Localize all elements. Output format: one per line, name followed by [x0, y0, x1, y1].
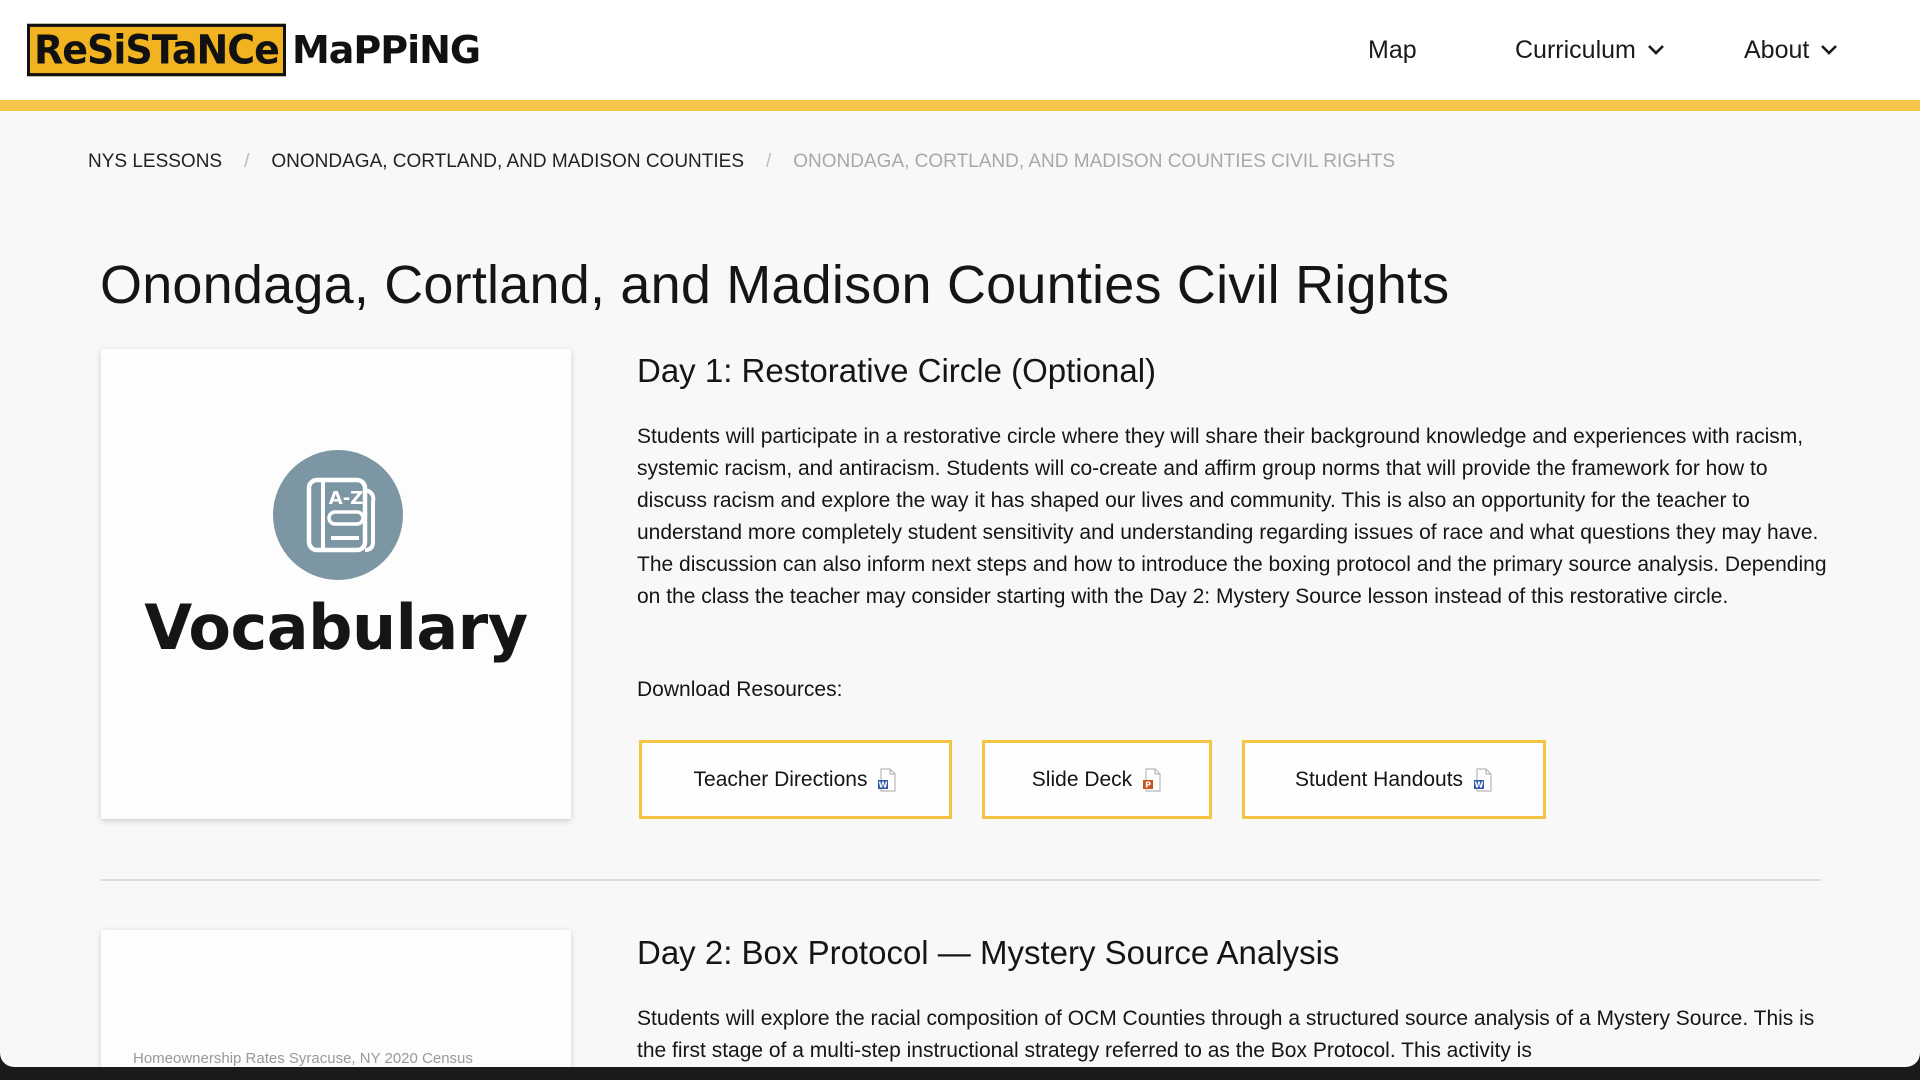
svg-text:P: P [1145, 780, 1152, 789]
breadcrumb-item-counties[interactable]: ONONDAGA, CORTLAND, AND MADISON COUNTIES [271, 151, 744, 172]
chevron-down-icon [1646, 43, 1666, 57]
icon-text: A-Z [328, 488, 364, 509]
logo-word-mapping: MaPPiNG [291, 28, 481, 72]
breadcrumb-item-nys-lessons[interactable]: NYS LESSONS [88, 151, 223, 172]
logo-word-resistance: ReSiSTaNCe [27, 24, 286, 77]
breadcrumb-separator: / [244, 151, 250, 172]
lesson-thumbnail-homeownership [101, 930, 571, 1067]
site-header [0, 0, 1920, 100]
lesson-title: Day 1: Restorative Circle (Optional) [637, 352, 1157, 389]
resource-label: Slide Deck [1031, 767, 1133, 791]
resource-label: Student Handouts [1294, 767, 1464, 791]
lesson-description: Students will explore the racial composition of OCM Counties through a structured source analysis of a Mystery Source. This is the first stage of a multi-step instructional strategy referred to as the Box Protocol. This activity is [637, 1007, 1815, 1062]
svg-text:W: W [1474, 780, 1484, 789]
word-doc-icon [877, 768, 897, 792]
nav-curriculum-label: Curriculum [1515, 35, 1636, 64]
svg-text:W: W [879, 780, 888, 789]
book-a-z-icon [273, 450, 403, 580]
lesson-thumbnail-vocabulary [101, 349, 571, 819]
resource-label: Teacher Directions [693, 767, 868, 791]
student-handouts-button[interactable] [1242, 740, 1546, 819]
word-doc-icon [1473, 768, 1493, 792]
lesson-description: Students will participate in a restorative circle where they will share their background knowledge and experiences with racism, systemic racism, and antiracism. Students will co-create and affirm group norms that will provide the framework for how to discuss racism and explore the way it has shaped our lives and community. This is also an opportunity for the teacher to understand more completely student sensitivity and understanding regarding issues of race and what questions they may have. The discussion can also inform next steps and how to introduce the boxing protocol and the primary source analysis. Depending on the class the teacher may consider starting with the Day 2: Mystery Source lesson instead of this restorative circle. [637, 425, 1827, 608]
breadcrumb [88, 150, 1395, 174]
nav-about[interactable] [1744, 28, 1839, 72]
breadcrumb-separator: / [766, 151, 772, 172]
download-resources-label: Download Resources: [637, 678, 843, 701]
page-title: Onondaga, Cortland, and Madison Counties Civil Rights [100, 255, 1450, 315]
lesson-divider [101, 879, 1821, 881]
slide-deck-button[interactable] [982, 740, 1212, 819]
thumbnail-caption: Homeownership Rates Syracuse, NY 2020 Census [133, 1050, 473, 1067]
header-accent-bar [0, 100, 1920, 111]
nav-map-label: Map [1368, 35, 1417, 64]
powerpoint-icon [1142, 768, 1162, 792]
nav-map[interactable] [1368, 28, 1417, 72]
chevron-down-icon [1819, 43, 1839, 57]
breadcrumb-current: ONONDAGA, CORTLAND, AND MADISON COUNTIES CIVIL RIGHTS [793, 151, 1396, 172]
nav-curriculum[interactable] [1515, 28, 1666, 72]
nav-about-label: About [1744, 35, 1810, 64]
site-logo[interactable] [27, 25, 480, 75]
lesson-title: Day 2: Box Protocol — Mystery Source Analysis [637, 934, 1340, 971]
thumbnail-label: Vocabulary [144, 591, 528, 664]
teacher-directions-button[interactable] [639, 740, 952, 819]
